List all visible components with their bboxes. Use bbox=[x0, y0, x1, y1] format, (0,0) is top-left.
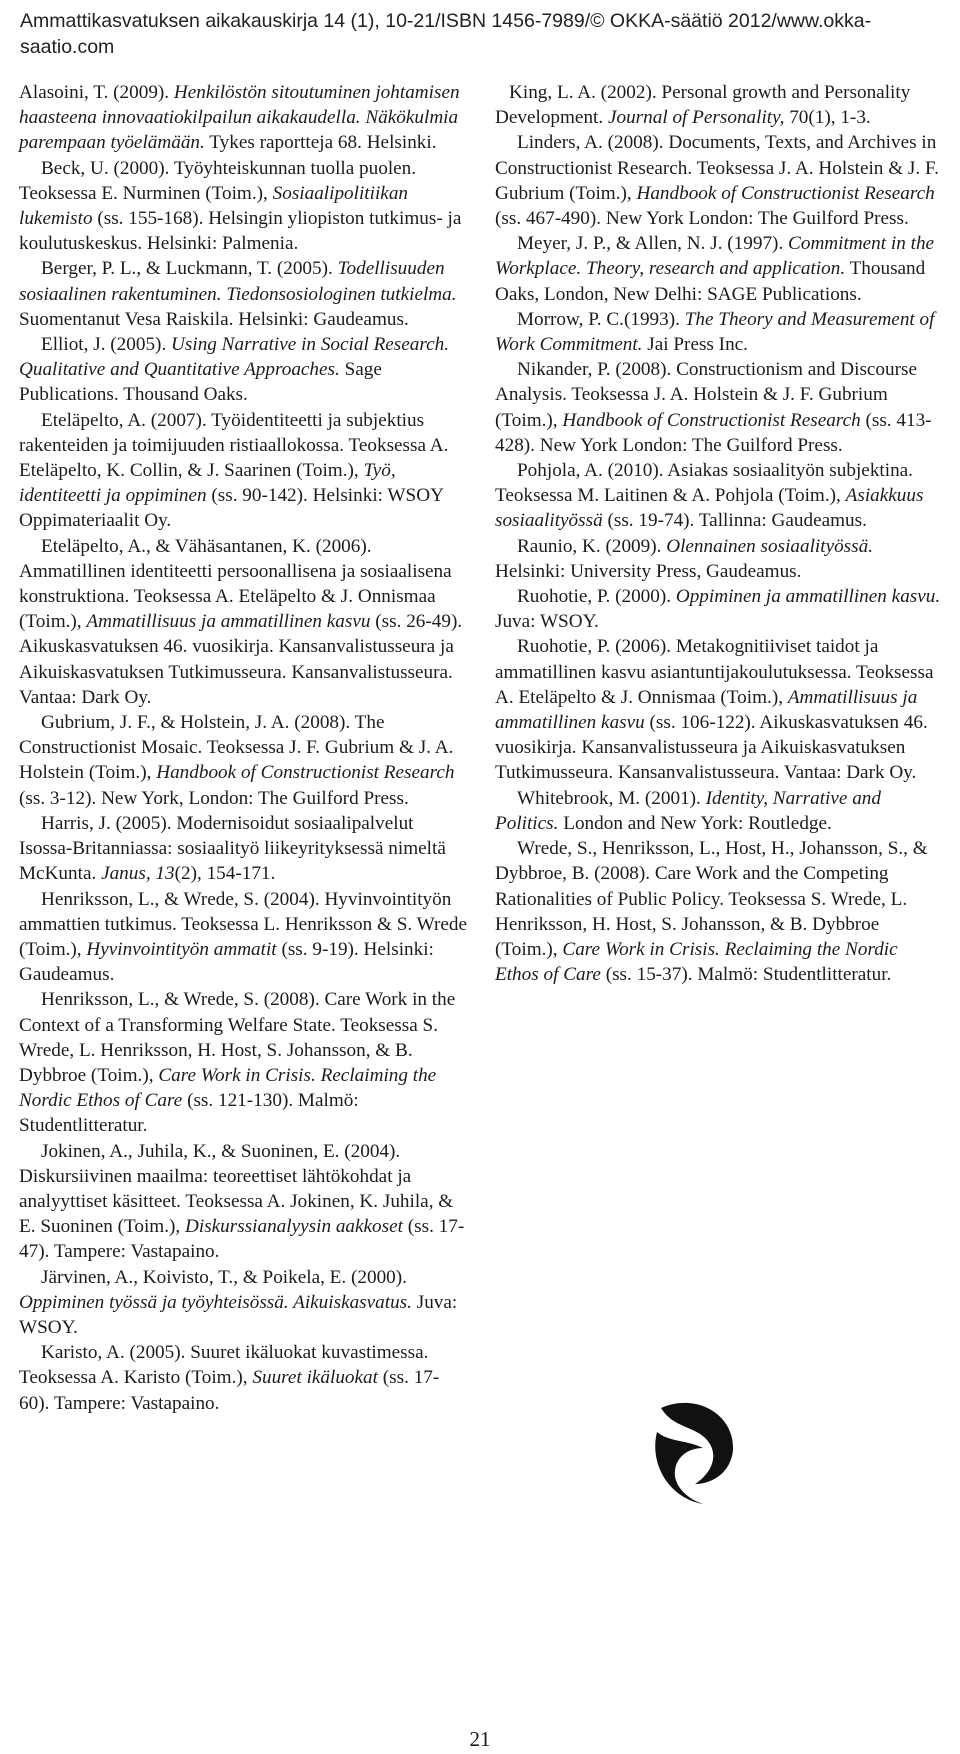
reference-text: Berger, P. L., & Luckmann, T. (2005). bbox=[41, 258, 338, 280]
reference-text: Whitebrook, M. (2001). bbox=[517, 787, 706, 809]
okka-swirl-logo-icon bbox=[643, 1398, 743, 1513]
reference-text: Suomentanut Vesa Raiskila. Helsinki: Gaudeamus. bbox=[19, 308, 409, 330]
reference-entry bbox=[19, 156, 468, 257]
reference-title: Sosiaalipolitiikan lukemisto bbox=[19, 182, 409, 230]
reference-entry bbox=[19, 1265, 468, 1341]
reference-text: Raunio, K. (2009). bbox=[517, 535, 667, 557]
reference-text: (ss. 413-428). New York London: The Guilford Press. bbox=[495, 409, 932, 456]
reference-text: Thousand Oaks, London, New Delhi: SAGE Publications. bbox=[495, 258, 926, 305]
reference-text: King, L. A. (2002). Personal growth and Personality Development. bbox=[495, 82, 911, 129]
reference-text: (ss. 155-168). Helsingin yliopiston tutkimus- ja koulutuskeskus. Helsinki: Palmenia. bbox=[19, 208, 462, 255]
reference-entry bbox=[19, 534, 468, 710]
reference-text: Jai Press Inc. bbox=[642, 334, 748, 356]
reference-entry bbox=[495, 357, 943, 458]
reference-text: Järvinen, A., Koivisto, T., & Poikela, E. (2000). bbox=[41, 1266, 407, 1288]
reference-entry bbox=[19, 987, 468, 1138]
reference-text: Karisto, A. (2005). Suuret ikäluokat kuvastimessa. Teoksessa A. Karisto (Toim.), bbox=[19, 1342, 429, 1389]
reference-text: (ss. 90-142). Helsinki: WSOY Oppimateriaalit Oy. bbox=[19, 485, 444, 532]
reference-text: (2), 154-171. bbox=[174, 863, 276, 885]
reference-title: Diskurssianalyysin aakkoset bbox=[185, 1216, 403, 1238]
reference-text: (ss. 15-37). Malmö: Studentlitteratur. bbox=[600, 964, 892, 986]
reference-title: Ammatillisuus ja ammatillinen kasvu bbox=[86, 611, 371, 633]
reference-entry bbox=[495, 584, 943, 634]
reference-entry bbox=[495, 786, 943, 836]
reference-text: (ss. 17-60). Tampere: Vastapaino. bbox=[19, 1367, 440, 1414]
reference-title: Henkilöstön sitoutuminen johtamisen haasteena innovaatiokilpailun aikakaudella. Näkökulmia parempaan työelämään. bbox=[19, 82, 460, 154]
reference-text: (ss. 3-12). New York, London: The Guilford Press. bbox=[19, 787, 409, 809]
reference-text: Elliot, J. (2005). bbox=[41, 334, 172, 356]
reference-entry bbox=[19, 256, 468, 332]
reference-text: (ss. 19-74). Tallinna: Gaudeamus. bbox=[602, 510, 867, 532]
reference-text: (ss. 121-130). Malmö: Studentlitteratur. bbox=[19, 1090, 359, 1137]
reference-text: Eteläpelto, A. (2007). Työidentiteetti ja subjektius rakenteiden ja toimijuuden ristiaallokossa. Teoksessa A. Eteläpelto, K. Collin, & J. Saarinen (Toim.), bbox=[19, 409, 449, 482]
reference-title: Commitment in the Workplace. Theory, research and application. bbox=[495, 233, 935, 280]
reference-text: Juva: WSOY. bbox=[19, 1291, 458, 1338]
reference-text: Alasoini, T. (2009). bbox=[19, 82, 174, 103]
reference-text: (ss. 9-19). Helsinki: Gaudeamus. bbox=[19, 938, 434, 986]
reference-entry bbox=[19, 887, 468, 988]
reference-entry bbox=[495, 534, 943, 584]
page-number: 21 bbox=[469, 1727, 491, 1751]
reference-text: Pohjola, A. (2010). Asiakas sosiaalityön subjektina. Teoksessa M. Laitinen & A. Pohjola (Toim.), bbox=[495, 460, 913, 507]
reference-title: Ammatillisuus ja ammatillinen kasvu bbox=[495, 686, 918, 734]
reference-text: Sage Publications. Thousand Oaks. bbox=[19, 359, 382, 406]
reference-text: Meyer, J. P., & Allen, N. J. (1997). bbox=[517, 233, 789, 255]
reference-title: Journal of Personality, bbox=[607, 107, 785, 129]
reference-text: (ss. 467-490). New York London: The Guilford Press. bbox=[495, 208, 909, 230]
reference-text: London and New York: Routledge. bbox=[558, 812, 832, 834]
reference-text: Jokinen, A., Juhila, K., & Suoninen, E. (2004). Diskursiivinen maailma: teoreettiset lähtökohdat ja analyyttiset käsitteet. Teoksessa A. Jokinen, K. Juhila, & E. Suoninen (Toim.), bbox=[19, 1140, 454, 1238]
reference-title: Handbook of Constructionist Research bbox=[156, 762, 455, 784]
reference-title: Oppiminen ja ammatillinen kasvu. bbox=[675, 586, 941, 608]
reference-entry bbox=[19, 332, 468, 408]
reference-entry bbox=[19, 710, 468, 811]
reference-entry bbox=[19, 408, 468, 534]
reference-text: Beck, U. (2000). Työyhteiskunnan tuolla puolen. Teoksessa E. Nurminen (Toim.), bbox=[19, 157, 417, 204]
reference-title: Care Work in Crisis. Reclaiming the Nordic Ethos of Care bbox=[19, 1064, 437, 1112]
reference-title: Olennainen sosiaalityössä. bbox=[666, 535, 874, 557]
reference-entry bbox=[495, 80, 943, 130]
reference-entry bbox=[19, 811, 468, 887]
reference-title: Työ, identiteetti ja oppiminen bbox=[19, 460, 396, 507]
reference-text: (ss. 26-49). Aikuskasvatuksen 46. vuosikirja. Kansanvalistusseura ja Aikuiskasvatuksen Tutkimusseura. Kansanvalistusseura. Vantaa: Dark Oy. bbox=[19, 611, 463, 708]
reference-text: (ss. 17-47). Tampere: Vastapaino. bbox=[19, 1216, 465, 1263]
reference-entry bbox=[495, 836, 943, 987]
reference-column-right bbox=[495, 80, 943, 987]
reference-text: Wrede, S., Henriksson, L., Host, H., Johansson, S., & Dybbroe, B. (2008). Care Work and the Competing Rationalities of Public Policy. Teoksessa S. Wrede, L. Henriksson, H. Host, S. Johansson, & B. Dybbroe (Toim.), bbox=[495, 838, 928, 960]
header-line-1: Ammattikasvatuksen aikakauskirja 14 (1), 10-21/ISBN 1456-7989/© OKKA-säätiö 2012/www.okka- bbox=[20, 10, 872, 32]
reference-text: Ruohotie, P. (2006). Metakognitiiviset taidot ja ammatillinen kasvu asiantuntijakoulutuksessa. Teoksessa A. Eteläpelto & J. Onnismaa (Toim.), bbox=[495, 636, 934, 708]
reference-text: Ruohotie, P. (2000). bbox=[517, 586, 676, 608]
reference-title: Janus, 13 bbox=[101, 863, 175, 885]
reference-entry bbox=[495, 130, 943, 231]
reference-text: Henriksson, L., & Wrede, S. (2008). Care Work in the Context of a Transforming Welfare State. Teoksessa S. Wrede, L. Henriksson, H. Host, S. Johansson, & B. Dybbroe (Toim.), bbox=[19, 989, 456, 1086]
reference-title: Oppiminen työssä ja työyhteisössä. Aikuiskasvatus. bbox=[19, 1291, 412, 1313]
reference-text: Henriksson, L., & Wrede, S. (2004). Hyvinvointityön ammattien tutkimus. Teoksessa L. Henriksson & S. Wrede (Toim.), bbox=[19, 888, 468, 960]
reference-text: 70(1), 1-3. bbox=[784, 107, 871, 129]
reference-text: Helsinki: University Press, Gaudeamus. bbox=[495, 560, 802, 582]
reference-title: Care Work in Crisis. Reclaiming the Nordic Ethos of Care bbox=[495, 938, 898, 986]
reference-title: Todellisuuden sosiaalinen rakentuminen. Tiedonsosiologinen tutkielma. bbox=[19, 258, 457, 305]
reference-column-left bbox=[19, 80, 468, 1416]
reference-text: Linders, A. (2008). Documents, Texts, and Archives in Constructionist Research. Teoksessa J. A. Holstein & J. F. Gubrium (Toim.), bbox=[495, 132, 939, 204]
reference-title: Identity, Narrative and Politics. bbox=[495, 787, 881, 834]
reference-title: Handbook of Constructionist Research bbox=[562, 409, 861, 431]
reference-entry bbox=[495, 231, 943, 307]
reference-entry bbox=[495, 458, 943, 534]
reference-title: Handbook of Constructionist Research bbox=[636, 182, 935, 204]
reference-text: Harris, J. (2005). Modernisoidut sosiaalipalvelut Isossa-Britanniassa: sosiaalityö liikeyrityksessä nimeltä McKunta. bbox=[19, 812, 446, 885]
reference-entry bbox=[19, 80, 468, 156]
reference-text: Morrow, P. C.(1993). bbox=[517, 308, 685, 330]
reference-text: Nikander, P. (2008). Constructionism and Discourse Analysis. Teoksessa J. A. Holstein & J. F. Gubrium (Toim.), bbox=[495, 359, 917, 431]
reference-text: Juva: WSOY. bbox=[495, 611, 599, 633]
reference-entry bbox=[19, 1340, 468, 1416]
reference-entry bbox=[495, 307, 943, 357]
reference-text: Eteläpelto, A., & Vähäsantanen, K. (2006). Ammatillinen identiteetti persoonallisena ja sosiaalisena konstruktiona. Teoksessa A. Eteläpelto & J. Onnismaa (Toim.), bbox=[19, 535, 452, 633]
reference-entry bbox=[495, 634, 943, 785]
running-header bbox=[20, 8, 900, 60]
reference-text: Gubrium, J. F., & Holstein, J. A. (2008). The Constructionist Mosaic. Teoksessa J. F. Gubrium & J. A. Holstein (Toim.), bbox=[19, 712, 454, 784]
logo-swirl-lower bbox=[655, 1432, 703, 1504]
reference-text: (ss. 106-122). Aikuskasvatuksen 46. vuosikirja. Kansanvalistusseura ja Aikuiskasvatuksen Tutkimusseura. Kansanvalistusseura. Vantaa: Dark Oy. bbox=[495, 712, 928, 784]
reference-title: The Theory and Measurement of Work Commitment. bbox=[495, 308, 935, 356]
reference-title: Suuret ikäluokat bbox=[252, 1367, 378, 1389]
reference-text: Tykes raportteja 68. Helsinki. bbox=[204, 132, 437, 154]
reference-title: Asiakkuus sosiaalityössä bbox=[495, 485, 924, 532]
reference-title: Using Narrative in Social Research. Qualitative and Quantitative Approaches. bbox=[19, 334, 450, 381]
header-line-2: saatio.com bbox=[20, 36, 115, 58]
reference-title: Hyvinvointityön ammatit bbox=[86, 938, 277, 960]
reference-entry bbox=[19, 1139, 468, 1265]
